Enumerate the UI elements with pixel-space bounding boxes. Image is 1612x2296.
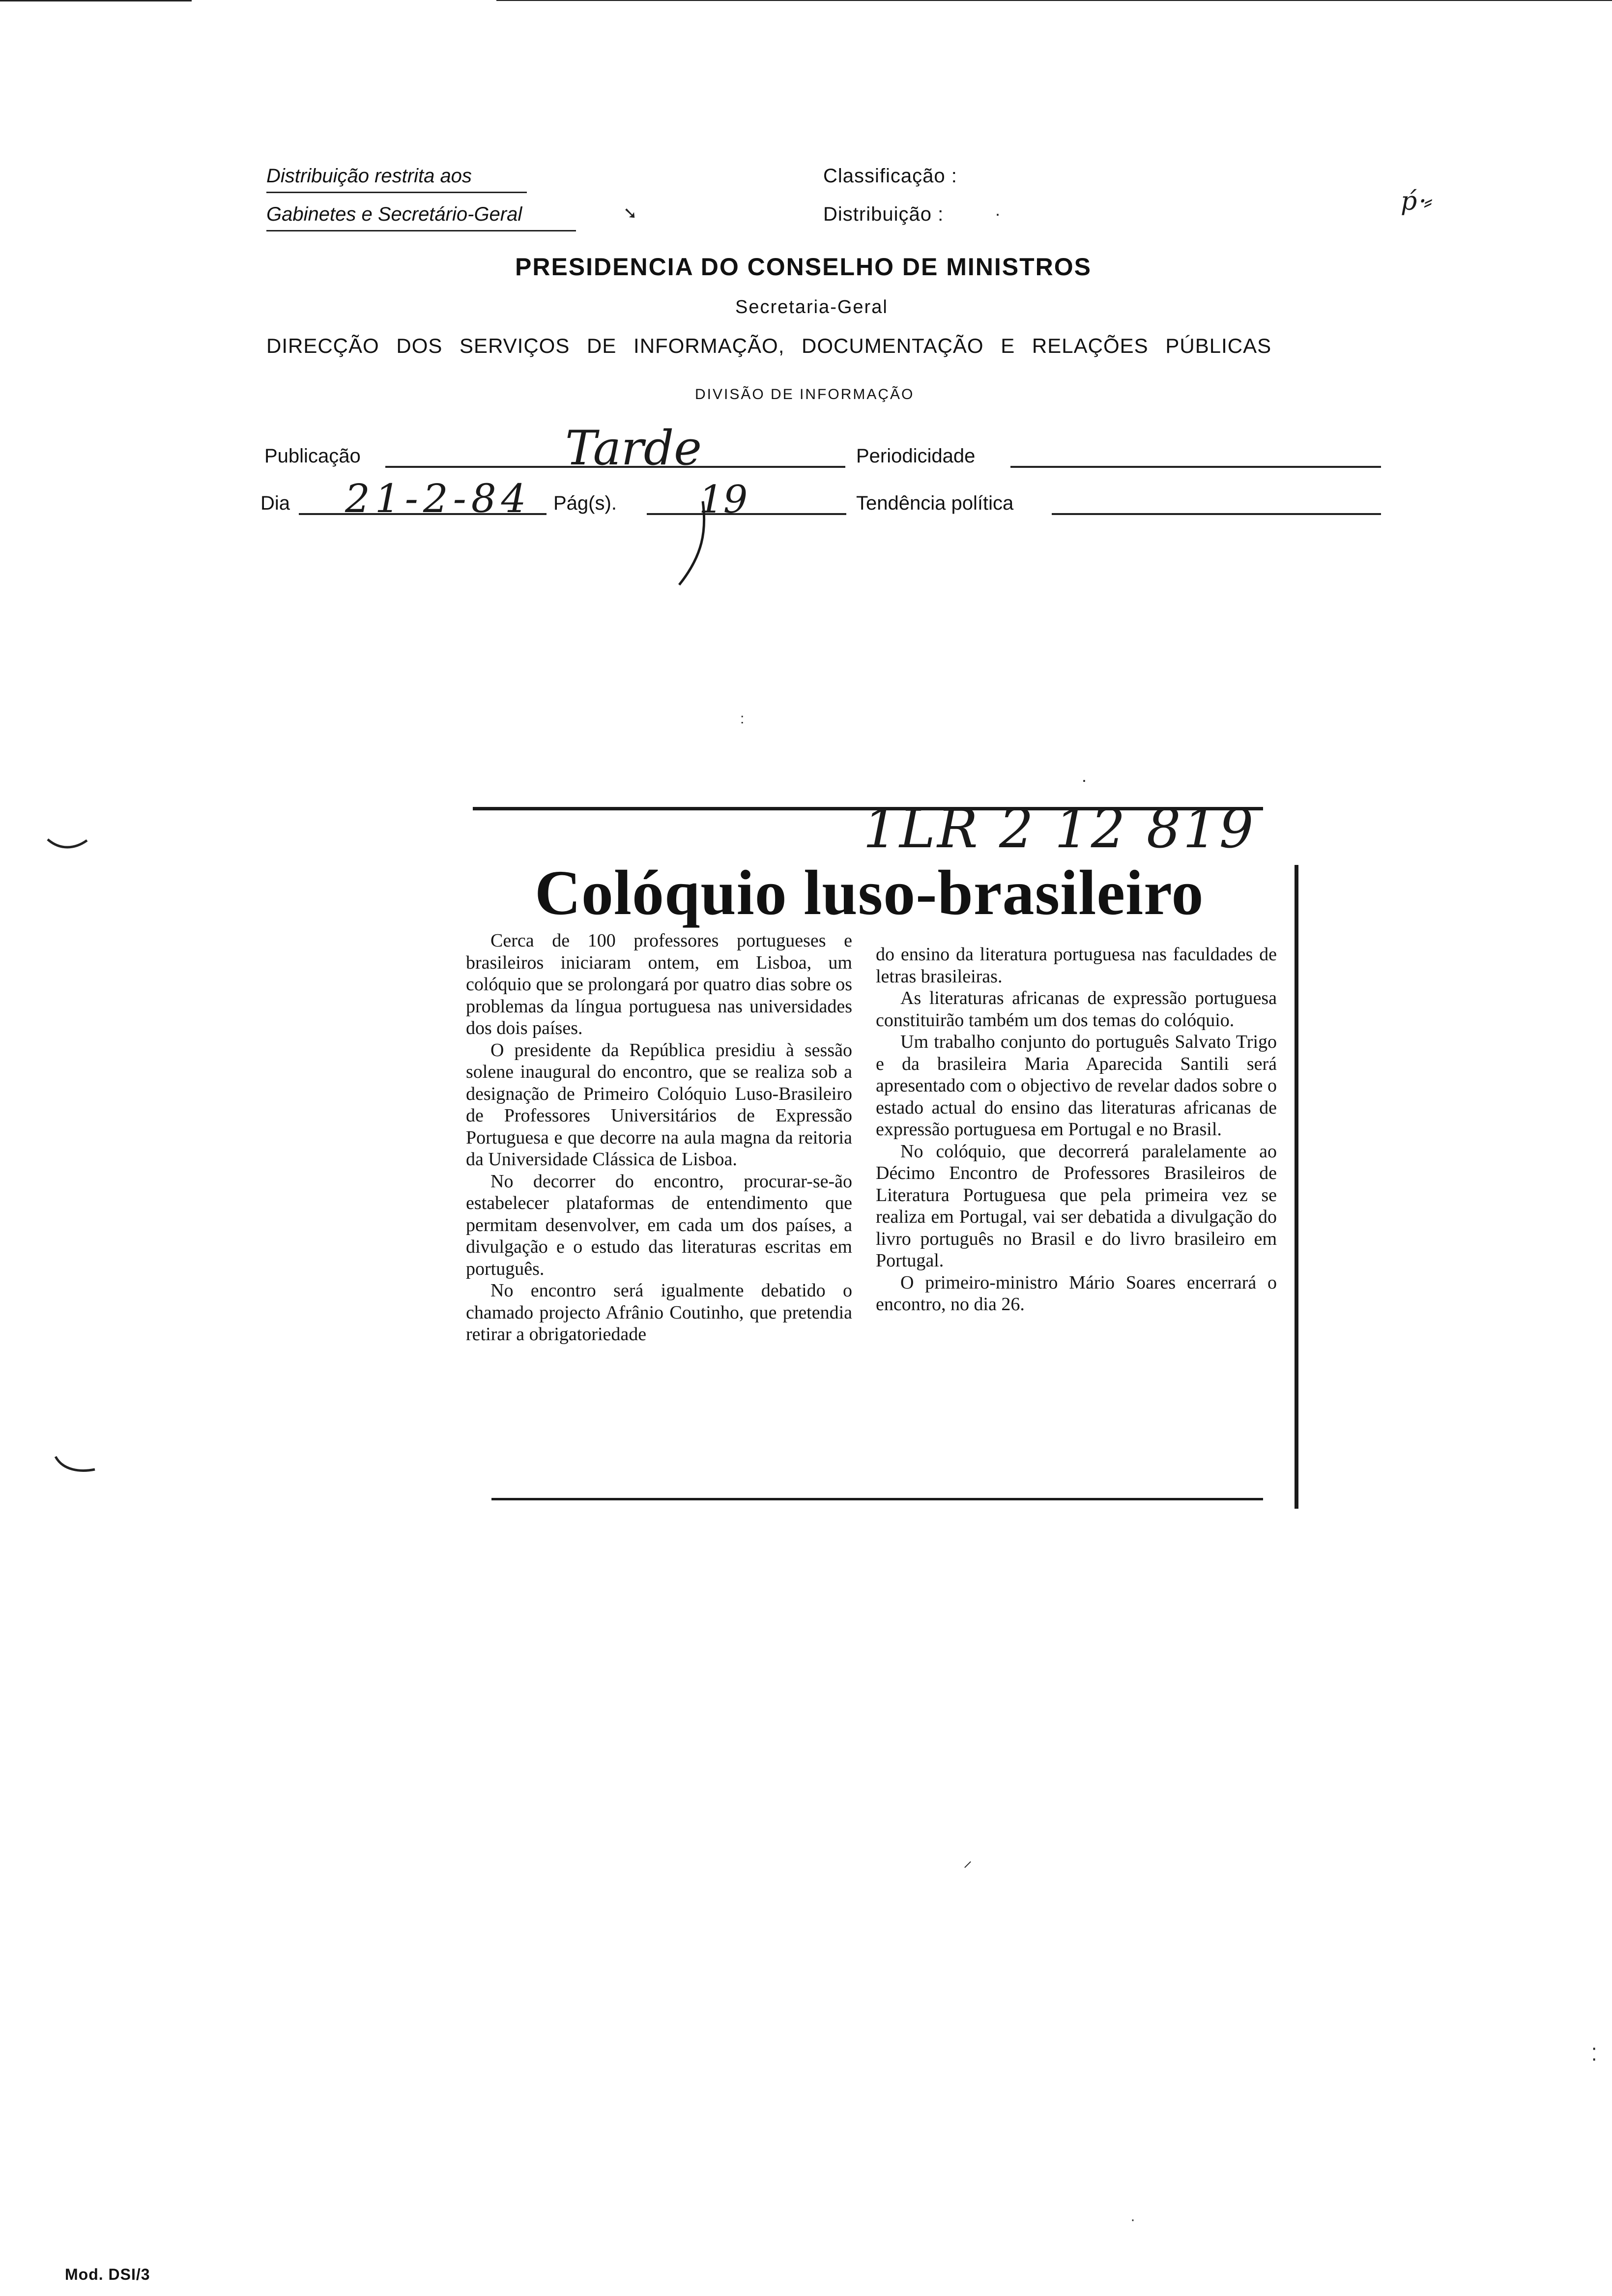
classificacao-label: Classificação : bbox=[823, 165, 957, 187]
col1-paragraph: No decorrer do encontro, procurar-se-ão estabelecer plataformas de entendimento que permitam desenvolver, em cada um dos países, a divulgação e o estudo das literaturas escritas em português. bbox=[466, 1171, 852, 1279]
restricted-distribution-line1: Distribuição restrita aos bbox=[266, 165, 472, 187]
corner-handwritten-mark: ṕ⸱⸗ bbox=[1401, 187, 1433, 216]
restricted-underline-1 bbox=[266, 192, 527, 193]
handwritten-reference: 1LR 2 12 819 bbox=[863, 797, 1256, 860]
periodicidade-label: Periodicidade bbox=[856, 445, 976, 467]
article-bottom-rule bbox=[491, 1498, 1263, 1500]
article-right-bar bbox=[1295, 865, 1298, 1509]
pags-value: 19 bbox=[699, 478, 748, 522]
article-column-2 bbox=[876, 944, 1277, 1316]
restricted-distribution-line2: Gabinetes e Secretário-Geral bbox=[266, 203, 522, 225]
stray-mark-4: ⁚ bbox=[1591, 2044, 1597, 2065]
arrow-mark-icon: ➘ bbox=[623, 204, 637, 223]
col2-paragraph: do ensino da literatura portuguesa nas faculdades de letras brasileiras. bbox=[876, 944, 1277, 987]
publicacao-value: Tarde bbox=[565, 421, 702, 476]
top-edge-line-left bbox=[0, 0, 192, 1]
stray-mark-2: · bbox=[1081, 770, 1087, 790]
article-column-1 bbox=[466, 930, 852, 1346]
col2-paragraph: As literaturas africanas de expressão portuguesa constituirão também um dos temas do colóquio. bbox=[876, 988, 1277, 1031]
col2-paragraph: No colóquio, que decorrerá paralelamente ao Décimo Encontro de Professores Brasileiros de Literatura Portuguesa que pela primeira vez se realiza em Portugal, vai ser debatida a divulgação do livro português no Brasil e do livro brasileiro em Portugal. bbox=[876, 1141, 1277, 1271]
page-subtitle: Secretaria-Geral bbox=[735, 297, 888, 317]
dia-value: 21-2-84 bbox=[345, 476, 531, 521]
col1-paragraph: Cerca de 100 professores portugueses e brasileiros iniciaram ontem, em Lisboa, um colóquio que se prolongará por quatro dias sobre os problemas da língua portuguesa nas universidades dos dois países. bbox=[466, 930, 852, 1038]
stray-mark-5: · bbox=[1130, 2211, 1135, 2228]
page-title: PRESIDENCIA DO CONSELHO DE MINISTROS bbox=[515, 253, 1092, 281]
col1-paragraph: O presidente da República presidiu à sessão solene inaugural do encontro, que se realiza sob a designação de Primeiro Colóquio Luso-Brasileiro de Professores Universitários de Expressão Portuguesa e que decorre na aula magna da reitoria da Universidade Clássica de Lisboa. bbox=[466, 1039, 852, 1170]
publicacao-label: Publicação bbox=[264, 445, 361, 467]
stray-mark-1: : bbox=[740, 711, 745, 727]
form-code: Mod. DSI/3 bbox=[65, 2266, 150, 2283]
direction-line: DIRECÇÃO DOS SERVIÇOS DE INFORMAÇÃO, DOCUMENTAÇÃO E RELAÇÕES PÚBLICAS bbox=[266, 334, 1272, 357]
tendencia-underline bbox=[1052, 513, 1381, 515]
dia-label: Dia bbox=[260, 492, 290, 514]
stray-mark-3: ⸝ bbox=[963, 1850, 972, 1870]
col2-paragraph: Um trabalho conjunto do português Salvato Trigo e da brasileira Maria Aparecida Santili será apresentado com o objectivo de revelar dados sobre o estado actual do ensino das literaturas africanas de expressão portuguesa em Portugal e no Brasil. bbox=[876, 1032, 1277, 1140]
pags-handwritten-stroke bbox=[668, 491, 718, 590]
top-edge-line-right bbox=[496, 0, 1612, 1]
col1-paragraph: No encontro será igualmente debatido o chamado projecto Afrânio Coutinho, que pretendia retirar a obrigatoriedade bbox=[466, 1280, 852, 1345]
division-line: DIVISÃO DE INFORMAÇÃO bbox=[695, 386, 915, 402]
dot-mark: · bbox=[995, 203, 1001, 224]
periodicidade-underline bbox=[1010, 466, 1381, 468]
article-headline: Colóquio luso-brasileiro bbox=[535, 858, 1204, 928]
distribuicao-label: Distribuição : bbox=[823, 203, 944, 225]
pags-label: Pág(s). bbox=[553, 492, 617, 514]
col2-paragraph: O primeiro-ministro Mário Soares encerrará o encontro, no dia 26. bbox=[876, 1272, 1277, 1315]
tendencia-label: Tendência política bbox=[856, 492, 1014, 514]
margin-mark-left-2 bbox=[53, 1453, 97, 1477]
restricted-underline-2 bbox=[266, 230, 576, 231]
margin-mark-left-1 bbox=[45, 835, 89, 855]
